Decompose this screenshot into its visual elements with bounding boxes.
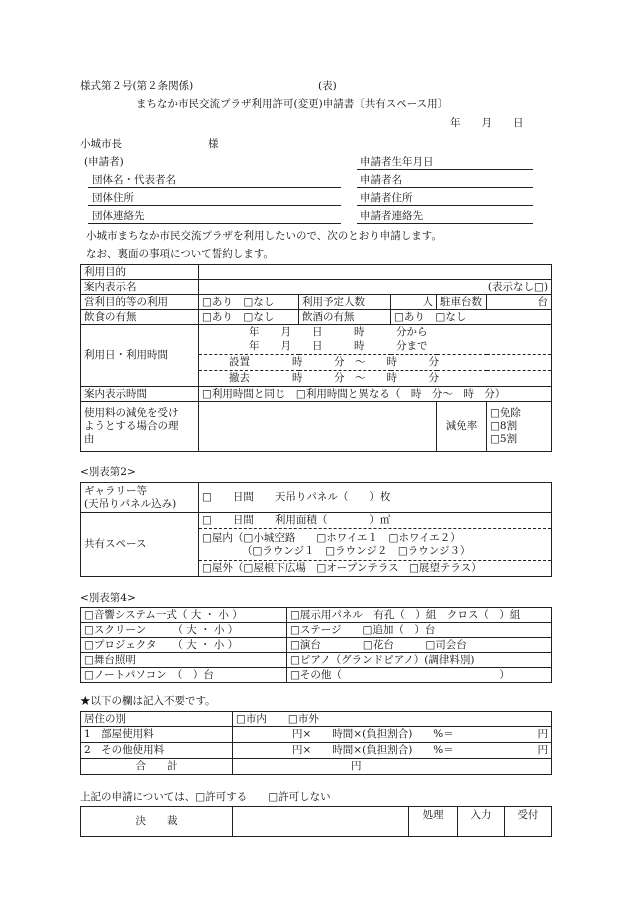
date-field[interactable]: 年 月 日 [450,117,524,129]
teardown-time[interactable]: 撤去 時 分 ～ 時 分 [199,371,552,387]
alcohol-label: 飲酒の有無 [299,310,391,325]
room-fee-yen: 円 [537,728,548,740]
other-fee-field[interactable] [233,743,552,759]
reduction-rate-label: 減免率 [437,402,487,452]
org-address-line[interactable] [88,205,341,206]
main-table [80,264,552,452]
residence-options[interactable]: □市内 □市外 [233,712,552,727]
table2 [80,482,552,577]
intro-line-1: 小城市まちなか市民交流プラザを利用したいので、次のとおり申請します。 [86,230,442,242]
indoor-options[interactable] [199,529,552,561]
applicant-name-line[interactable] [357,187,533,188]
datetime-label: 利用日・利用時間 [81,325,199,387]
form-number: 様式第２号(第２条関係) [80,80,194,92]
gallery-label-line-1: ギャラリー等 [84,484,147,497]
purpose-label: 利用目的 [81,265,199,280]
shared-space-label: 共有スペース [81,513,199,577]
parking-field[interactable] [487,295,552,310]
food-label: 飲食の有無 [81,310,199,325]
display-name-label: 案内表示名 [81,280,199,295]
equip-panel[interactable]: □展示用パネル 有孔（ ）組 クロス（ ）組 [287,608,552,623]
display-name-field[interactable] [199,280,552,295]
applicant-address-label: 申請者住所 [360,192,413,204]
indoor-line-1[interactable]: □屋内（□小城空路 □ホワイエ１ □ホワイエ２） [202,531,461,544]
org-address-label: 団体住所 [92,192,134,204]
decision-table [80,806,552,837]
birthdate-line[interactable] [357,169,533,170]
receipt-stamp[interactable]: 受付 [505,807,552,837]
rate-80-checkbox[interactable]: □8割 [490,420,518,432]
reduction-reason-field[interactable] [199,402,437,452]
alcohol-options[interactable]: □あり □なし [391,310,552,325]
rate-exempt-checkbox[interactable]: □免除 [490,407,521,419]
birthdate-label: 申請者生年月日 [360,156,434,168]
reduction-reason-line-3: 由 [84,433,95,445]
equip-projector[interactable]: □プロジェクタ （ 大 ・ 小 ） [81,638,287,653]
side-label: (表) [318,80,337,92]
approval-label: 決 裁 [81,807,233,837]
mayor-label: 小城市長 [80,138,122,150]
parking-unit: 台 [537,295,549,308]
applicant-label: (申請者) [84,156,124,168]
indoor-line-2[interactable]: （□ラウンジ１ □ラウンジ２ □ラウンジ３） [242,544,471,557]
equip-lighting[interactable]: □舞台照明 [81,653,287,668]
parking-label: 駐車台数 [437,295,487,310]
intro-line-2: なお、裏面の事項について誓約します。 [86,248,274,260]
approval-field[interactable] [233,807,409,837]
equip-screen[interactable]: □スクリーン （ 大 ・ 小 ） [81,623,287,638]
other-fee-label: 2 その他使用料 [81,743,233,759]
display-none-checkbox[interactable]: (表示なし□) [487,280,549,293]
food-options[interactable]: □あり □なし [199,310,299,325]
fee-table [80,711,552,775]
total-field[interactable] [233,759,552,775]
other-fee-calc: 円× 時間×(負担割合) %＝ [292,744,454,756]
org-contact-line[interactable] [88,223,341,224]
people-unit: 人 [422,295,433,308]
table4-heading: <別表第4> [80,592,136,604]
display-time-label: 案内表示時間 [81,387,199,402]
commercial-options[interactable]: □あり □なし [199,295,299,310]
purpose-field[interactable] [199,265,552,280]
room-fee-label: 1 部屋使用料 [81,727,233,743]
org-contact-label: 団体連絡先 [92,210,145,222]
commercial-label: 営利目的等の利用 [81,295,199,310]
residence-label: 居住の別 [81,712,233,727]
datetime-from[interactable]: 年 月 日 時 分から [199,325,552,340]
room-fee-calc: 円× 時間×(負担割合) %＝ [292,728,454,740]
sama-label: 様 [208,138,219,150]
reduction-reason-line-2: ようとする場合の理 [84,420,179,432]
outdoor-options[interactable]: □屋外（□屋根下広場 □オープンテラス □展望テラス） [199,561,552,577]
people-field[interactable] [391,295,437,310]
org-name-line[interactable] [88,187,341,188]
input-stamp[interactable]: 入力 [458,807,505,837]
equip-podium[interactable]: □演台 □花台 □司会台 [287,638,552,653]
applicant-address-line[interactable] [357,205,533,206]
display-time-options[interactable]: □利用時間と同じ □利用時間と異なる（ 時 分～ 時 分） [199,387,552,402]
gallery-label [81,483,199,513]
gallery-field[interactable]: □ 日間 天吊りパネル（ ）枚 [199,483,552,513]
setup-time[interactable]: 設置 時 分 ～ 時 分 [199,355,552,371]
table2-heading: <別表第2> [80,466,136,478]
equip-stage[interactable]: □ステージ □追加（ ）台 [287,623,552,638]
gallery-label-line-2: (天吊りパネル込み) [84,497,177,510]
org-name-label: 団体名・代表者名 [92,174,176,186]
rate-50-checkbox[interactable]: □5割 [490,433,518,445]
equip-sound[interactable]: □音響システム一式（ 大 ・ 小 ） [81,608,287,623]
decision-line[interactable]: 上記の申請については、□許可する □許可しない [80,791,331,803]
reduction-rate-options[interactable] [487,402,552,452]
area-field[interactable]: □ 日間 利用面積（ ）㎡ [199,513,552,529]
reduction-reason-line-1: 使用料の減免を受け [84,407,179,419]
table4 [80,607,552,683]
total-label: 合 計 [81,759,233,775]
room-fee-field[interactable] [233,727,552,743]
applicant-name-label: 申請者名 [360,174,402,186]
reduction-reason-label [81,402,199,452]
other-fee-yen: 円 [537,744,548,756]
datetime-to[interactable]: 年 月 日 時 分まで [199,340,552,355]
applicant-contact-label: 申請者連絡先 [360,210,423,222]
total-yen: 円 [351,760,362,772]
people-label: 利用予定人数 [299,295,391,310]
office-note: ★以下の欄は記入不要です。 [80,695,216,707]
equip-piano[interactable]: □ピアノ（グランドピアノ）(調律料別) [287,653,552,668]
process-stamp[interactable]: 処理 [409,807,458,837]
equip-laptop[interactable]: □ノートパソコン （ ）台 [81,668,287,683]
applicant-contact-line[interactable] [357,223,533,224]
form-title: まちなか市民交流プラザ利用許可(変更)申請書〔共有スペース用〕 [136,98,449,110]
equip-other[interactable]: □その他（ ） [287,668,552,683]
